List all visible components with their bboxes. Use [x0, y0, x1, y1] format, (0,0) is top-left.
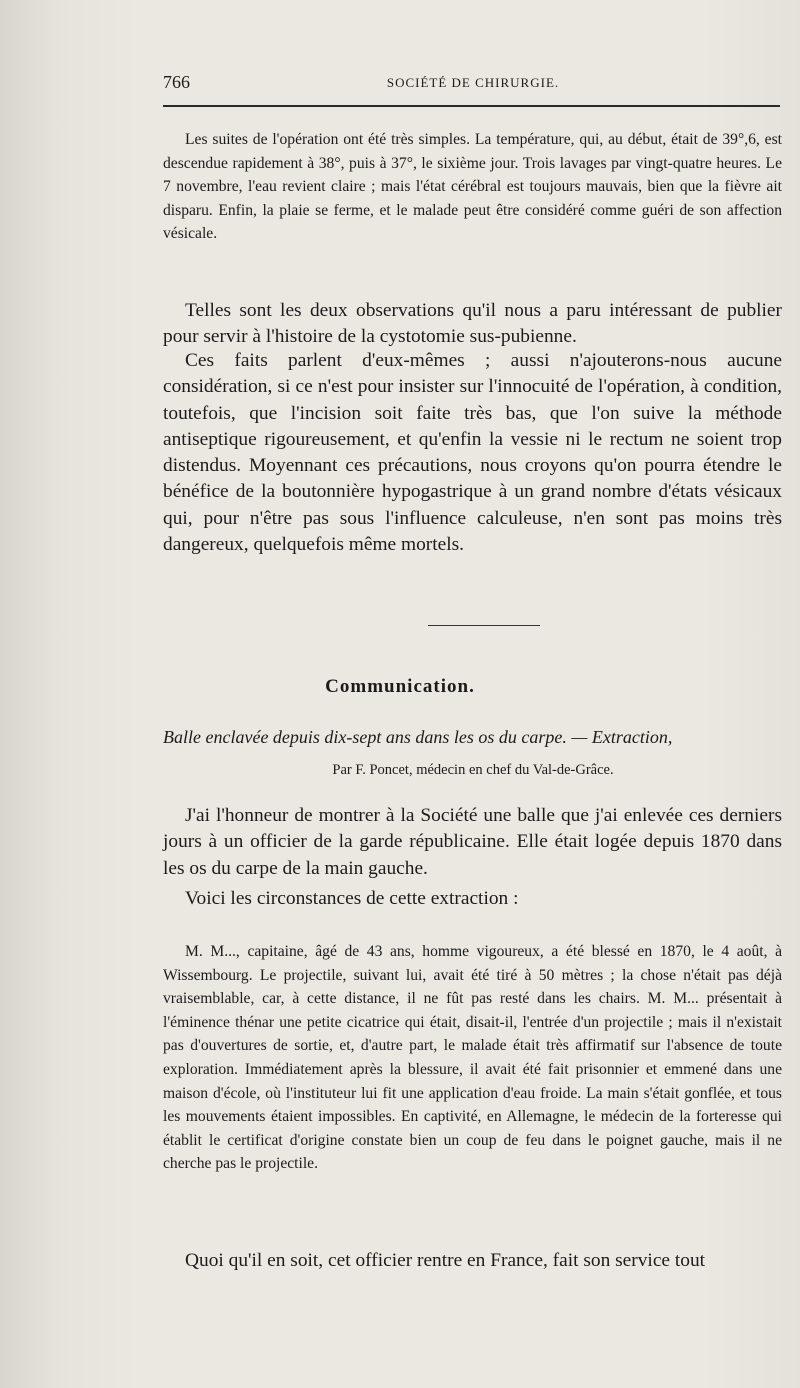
- paragraph-circumstances: Voici les circonstances de cette extraction :: [185, 888, 519, 909]
- paragraph-continuation: Quoi qu'il en soit, cet officier rentre en France, fait son service tout: [185, 1250, 706, 1271]
- article-byline: Par F. Poncet, médecin en chef du Val-de-Grâce.: [332, 762, 614, 778]
- paragraph-introduction: J'ai l'honneur de montrer à la Société une balle que j'ai enlevée ces derniers jours à un officier de la garde républicaine. Elle était logée depuis 1870 dans les os du carpe de la main gauche.: [163, 805, 782, 879]
- paragraph-conclusion: Ces faits parlent d'eux-mêmes ; aussi n'ajouterons-nous aucune considération, si ce n'est pour insister sur l'innocuité de l'opération, à condition, toutefois, que l'incision soit faite très bas, que l'on suive la méthode antiseptique rigoureusement, et qu'enfin la vessie ni le rectum ne soient trop distendus. Moyennant ces précautions, nous croyons qu'on pourra étendre le bénéfice de la boutonnière hypogastrique à un grand nombre d'états vésicaux qui, pour n'être pas sous l'influence calculeuse, n'en sont pas moins très dangereux, quelquefois même mortels.: [163, 350, 782, 556]
- page-number: 766: [163, 72, 190, 92]
- article-title: Balle enclavée depuis dix-sept ans dans les os du carpe. — Extraction,: [163, 727, 673, 747]
- paragraph-conclusion-intro: Telles sont les deux observations qu'il nous a paru intéressant de publier pour servir à l'histoire de la cystotomie sus-pubienne.: [163, 300, 782, 348]
- section-divider: [428, 625, 540, 626]
- page-header: [163, 72, 783, 96]
- running-head: SOCIÉTÉ DE CHIRURGIE.: [386, 75, 560, 90]
- header-rule: [163, 105, 780, 107]
- paragraph-case-report: M. M..., capitaine, âgé de 43 ans, homme vigoureux, a été blessé en 1870, le 4 août, à Wissembourg. Le projectile, suivant lui, avait été tiré à 50 mètres ; la chose n'était pas déjà vraisemblable, car, à cette distance, il ne fût pas resté dans les chairs. M. M... présentait à l'éminence thénar une petite cicatrice qui était, disait-il, l'entrée d'un projectile ; mais il n'existait pas d'ouvertures de sortie, et, d'autre part, le malade était très affirmatif sur l'absence de toute exploration. Immédiatement après la blessure, il avait été fait prisonnier et emmené dans une maison d'école, où l'instituteur lui fit une application d'eau froide. La main s'était gonflée, et tous les mouvements étaient impossibles. En captivité, en Allemagne, le médecin de la forteresse qui établit le certificat d'origine constate bien un coup de feu dans le poignet gauche, mais il ne cherche pas le projectile.: [163, 943, 782, 1173]
- section-title: Communication.: [325, 676, 475, 697]
- paragraph-observation-end: Les suites de l'opération ont été très simples. La température, qui, au début, était de 39°,6, est descendue rapidement à 38°, puis à 37°, le sixième jour. Trois lavages par vingt-quatre heures. Le 7 novembre, l'eau revient claire ; mais l'état cérébral est toujours mauvais, bien que la fièvre ait disparu. Enfin, la plaie se ferme, et le malade peut être considéré comme guéri de son affection vésicale.: [163, 131, 782, 243]
